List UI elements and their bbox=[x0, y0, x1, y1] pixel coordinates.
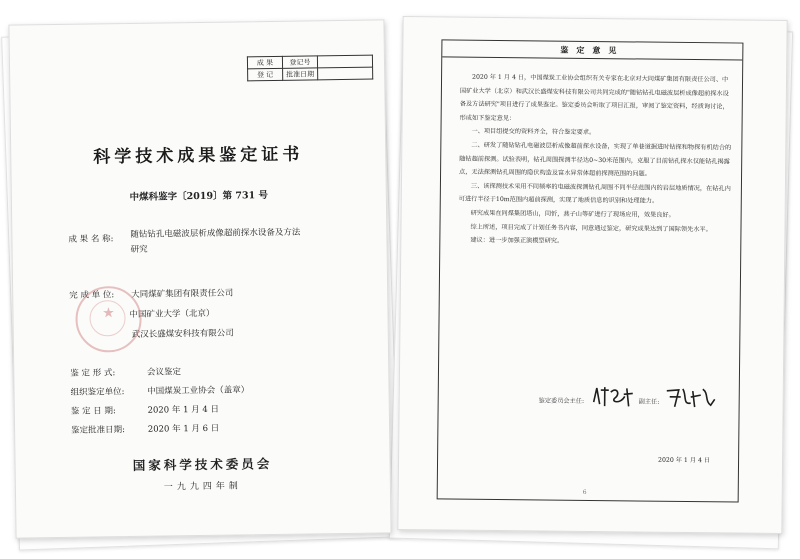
chair-signature bbox=[591, 384, 635, 415]
vice-chair-signature bbox=[665, 385, 717, 417]
meta-value: 会议鉴定 bbox=[146, 367, 182, 378]
meta-value: 2020 年 1 月 6 日 bbox=[147, 423, 220, 435]
approval-date-value bbox=[318, 67, 373, 80]
opinion-paragraph: 2020 年 1 月 4 日，中国煤炭工业协会组织有关专家在北京对大同煤矿集团有限责任公司、中国矿业大学（北京）和武汉长盛煤安科技有限公司共同完成的"随钻钻孔电磁波层析成像超前探水设备及方法研究"项目进行了成果鉴定。鉴定委员会听取了项目汇报，审阅了鉴定资料，经质询讨论，形成如下鉴定意见： bbox=[459, 73, 729, 122]
certificate-number: 中煤科鉴字〔2019〕第 731 号 bbox=[129, 190, 269, 203]
completion-label: 完 成 单 位: bbox=[69, 290, 115, 301]
opinion-header: 鉴定意见 bbox=[442, 40, 742, 60]
official-seal bbox=[75, 286, 142, 353]
meta-label: 鉴 定 日 期: bbox=[70, 406, 116, 417]
registration-box bbox=[247, 55, 373, 82]
approval-date-label: 批准日期 bbox=[283, 68, 318, 80]
meta-label: 鉴定批准日期: bbox=[71, 425, 126, 436]
certificate-title: 科学技术成果鉴定证书 bbox=[93, 144, 304, 168]
opinion-text bbox=[458, 71, 732, 251]
opinion-paragraph: 建议：进一步加强正演模型研究。 bbox=[470, 236, 564, 245]
opinion-paragraph: 二、研发了随钻钻孔电磁波层析成像超前探水设备，实现了单巷道掘进时钻探和物探有机结合的随钻超前探测。试验表明，钻孔周围探测半径达0~30米范围内，克服了目前钻孔探水仅能钻孔揭露点，无法探测钻孔周围的隐伏构造及富水异常体超前探测范围的问题。 bbox=[459, 141, 732, 178]
completion-unit: 大同煤矿集团有限责任公司 bbox=[131, 288, 234, 300]
result-name-label: 成 果 名 称: bbox=[68, 234, 114, 245]
opinion-frame bbox=[437, 39, 744, 502]
meta-row bbox=[70, 383, 249, 397]
vice-chair-label: 副主任: bbox=[638, 398, 660, 406]
meta-label: 组织鉴定单位: bbox=[70, 387, 125, 398]
completion-unit: 中国矿业大学（北京） bbox=[129, 308, 215, 320]
result-name-row bbox=[68, 232, 126, 245]
certificate-cover-page bbox=[8, 19, 391, 538]
meta-row bbox=[70, 365, 181, 379]
issuing-year: 一九九四年制 bbox=[163, 481, 242, 493]
meta-value: 2020 年 1 月 4 日 bbox=[147, 404, 220, 416]
vice-chair-signature-icon bbox=[665, 385, 717, 412]
registration-number-label: 登记号 bbox=[282, 56, 317, 68]
chair-signature-icon bbox=[591, 384, 635, 410]
seal-star-icon: ★ bbox=[102, 305, 115, 322]
meta-row bbox=[71, 422, 219, 436]
meta-value: 中国煤炭工业协会（盖章） bbox=[147, 385, 250, 397]
meta-row bbox=[71, 403, 219, 417]
result-name-value: 随钻钻孔电磁波层析成像超前探水设备及方法研究 bbox=[130, 227, 301, 255]
appraisal-opinion-page bbox=[397, 16, 787, 534]
registration-number-value bbox=[317, 55, 372, 68]
registration-label: 登 记 bbox=[248, 68, 283, 80]
opinion-paragraph: 研究成果在同煤集团塔山，同忻，燕子山等矿进行了现场应用，效果良好。 bbox=[470, 209, 675, 219]
opinion-paragraph: 综上所述，项目完成了计划任务书内容，同意通过鉴定，研究成果达到了国际领先水平。 bbox=[470, 223, 712, 233]
page-number: 6 bbox=[582, 488, 587, 496]
signature-date: 2020 年 1 月 4 日 bbox=[658, 456, 711, 465]
issuing-organization: 国家科学技术委员会 bbox=[132, 456, 273, 473]
opinion-paragraph: 三、该探测技术采用不同频率的电磁波探测钻孔周围不同半径范围内的岩层地质情况，在钻孔内可进行半径于10m范围内超前探测，实现了地质信息的识别和处理能力。 bbox=[458, 182, 731, 206]
completion-unit: 武汉长盛煤安科技有限公司 bbox=[131, 328, 234, 340]
committee-chair-label: 鉴定委员会主任: bbox=[538, 397, 585, 405]
registration-label: 成 果 bbox=[247, 56, 282, 68]
opinion-paragraph: 一、项目组提交的资料齐全，符合鉴定要求。 bbox=[471, 128, 596, 137]
meta-label: 鉴 定 形 式: bbox=[70, 368, 116, 379]
